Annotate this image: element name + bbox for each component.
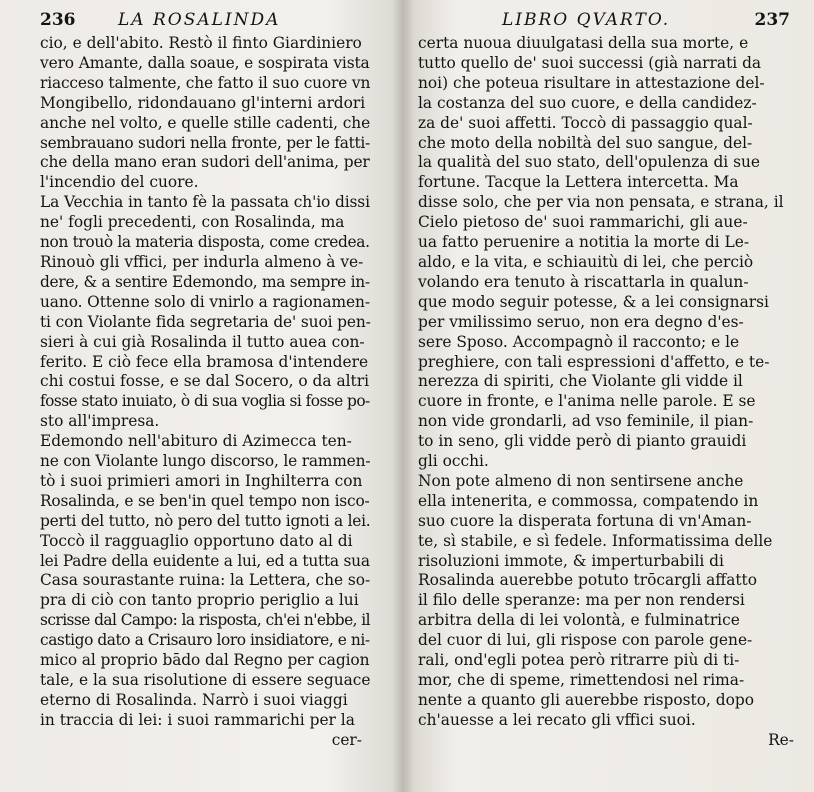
right-page-text bbox=[418, 34, 794, 751]
text-line: ch'auesse a lei recato gli vffici suoi. bbox=[418, 710, 696, 729]
text-line: disse solo, che per via non pensata, e strana, il bbox=[418, 193, 784, 212]
text-line: sembrauano sudori nella fronte, per le fatti- bbox=[40, 133, 370, 152]
text-line: ti con Violante fida segretaria de' suoi pen- bbox=[40, 312, 371, 331]
text-line: per vmilissimo seruo, non era degno d'es- bbox=[418, 312, 744, 331]
text-line: eterno di Rosalinda. Narrò i suoi viaggi bbox=[40, 690, 348, 709]
text-line: to in seno, gli vidde però di pianto grauidi bbox=[418, 432, 747, 451]
text-line: volando era tenuto à riscattarla in qualun- bbox=[418, 272, 749, 291]
text-line: Edemondo nell'abituro di Azimecca ten- bbox=[40, 432, 352, 451]
text-line: ne' fogli precedenti, con Rosalinda, ma bbox=[40, 213, 345, 232]
left-page bbox=[0, 0, 392, 792]
text-line: nerezza di spiriti, che Violante gli vidde il bbox=[418, 372, 743, 391]
text-line: za de' suoi affetti. Toccò di passaggio qual- bbox=[418, 113, 753, 132]
text-line: aldo, e la vita, e schiauitù di lei, che perciò bbox=[418, 252, 754, 271]
text-line: risoluzioni immote, & imperturbabili di bbox=[418, 551, 724, 570]
text-line: Non pote almeno di non sentirsene anche bbox=[418, 471, 744, 490]
text-line: del cuor di lui, gli rispose con parole gene- bbox=[418, 631, 753, 650]
text-line: fosse stato inuiato, ò di sua voglia si fosse po- bbox=[40, 392, 370, 411]
text-line: uano. Ottenne solo di vnirlo a ragionamen- bbox=[40, 292, 370, 311]
right-page bbox=[414, 0, 814, 792]
text-line: Toccò il ragguaglio opportuno dato al di bbox=[40, 531, 353, 550]
text-line: ua fatto peruenire a notitia la morte di Le- bbox=[418, 233, 750, 252]
text-line: vero Amante, dalla soaue, e sospirata vista bbox=[40, 53, 370, 72]
text-line: che moto della nobiltà del suo sangue, del- bbox=[418, 133, 753, 152]
text-line: noi) che poteua risultare in attestazione del- bbox=[418, 73, 765, 92]
text-line: sieri à cui già Rosalinda il tutto auea con- bbox=[40, 332, 365, 351]
text-line: certa nuoua diuulgatasi della sua morte, e bbox=[418, 34, 749, 52]
text-line: ella intenerita, e commossa, compatendo in bbox=[418, 491, 759, 510]
text-line: cio, e dell'abito. Restò il finto Giardiniero bbox=[40, 34, 362, 52]
text-line: Rinouò gli vffici, per indurla almeno à ve- bbox=[40, 252, 364, 271]
text-line: la costanza del suo cuore, e della candidez- bbox=[418, 93, 757, 112]
text-line: che della mano eran sudori dell'anima, per bbox=[40, 153, 370, 172]
text-line: que modo seguir potesse, & a lei consignarsi bbox=[418, 292, 769, 311]
text-line: fortune. Tacque la Lettera intercetta. Ma bbox=[418, 173, 739, 192]
text-line: perti del tutto, nò pero del tutto ignoti a lei. bbox=[40, 511, 371, 530]
text-line: il filo delle speranze: ma per non rendersi bbox=[418, 591, 745, 610]
text-line: tale, e la sua risolutione di essere seguace bbox=[40, 671, 371, 689]
text-line: preghiere, con tali espressioni d'affetto, e te- bbox=[418, 352, 770, 371]
text-line: ne con Violante lungo discorso, le rammen- bbox=[40, 452, 371, 471]
text-line: l'incendio del cuore. bbox=[40, 173, 199, 192]
text-line: sere Sposo. Accompagnò il racconto; e le bbox=[418, 332, 740, 351]
text-line: scrisse dal Campo: la risposta, ch'ei n'ebbe, il bbox=[40, 611, 371, 630]
text-line: mor, che di speme, rimettendosi nel rima- bbox=[418, 671, 745, 689]
text-line: La Vecchia in tanto fè la passata ch'io dissi bbox=[40, 193, 370, 212]
text-line: non trouò la materia disposta, come credea. bbox=[40, 233, 370, 252]
text-line: arbitra della di lei volontà, e fulminatrice bbox=[418, 611, 740, 630]
right-page-header bbox=[502, 10, 800, 34]
left-page-header bbox=[40, 10, 372, 34]
text-line: Casa sourastante ruina: la Lettera, che so- bbox=[40, 571, 371, 590]
right-running-title: LIBRO QVARTO. bbox=[502, 10, 671, 30]
text-line: riacceso talmente, che fatto il suo cuore vn bbox=[40, 73, 371, 92]
text-line: lei Padre della euidente a lui, ed a tutta sua bbox=[40, 551, 370, 570]
right-page-number: 237 bbox=[754, 10, 790, 30]
text-line: castigo dato a Crisauro loro insidiatore, e ni- bbox=[40, 631, 370, 650]
text-line: rali, ond'egli potea però ritrarre più di ti- bbox=[418, 651, 740, 670]
catchword: cer- bbox=[331, 730, 362, 749]
text-line: tò i suoi primieri amori in Inghilterra con bbox=[40, 471, 363, 490]
text-line: nente a quanto gli auerebbe risposto, dopo bbox=[418, 690, 755, 709]
text-line: la qualità del suo stato, dell'opulenza di sue bbox=[418, 153, 761, 172]
text-line: Rosalinda auerebbe potuto trōcargli affatto bbox=[418, 571, 757, 590]
text-line: gli occhi. bbox=[418, 452, 489, 471]
text-line: Rosalinda, e se ben'in quel tempo non isco- bbox=[40, 491, 370, 510]
text-line: in traccia di lei: i suoi rammarichi per la bbox=[40, 710, 355, 729]
book-gutter bbox=[392, 0, 414, 792]
text-line: cuore in fronte, e l'anima nelle parole. E se bbox=[418, 392, 756, 411]
text-line: chi costui fosse, e se dal Socero, o da altri bbox=[40, 372, 370, 391]
text-line: ferito. E ciò fece ella bramosa d'intendere bbox=[40, 352, 369, 371]
text-line: dere, & a sentire Edemondo, ma sempre in- bbox=[40, 272, 370, 291]
left-page-text bbox=[40, 34, 370, 751]
text-line: tutto quello de' suoi successi (già narrati da bbox=[418, 53, 762, 72]
text-line: non vide grondarli, ad vso feminile, il pian- bbox=[418, 412, 754, 431]
text-line: suo cuore la disperata fortuna di vn'Aman- bbox=[418, 511, 752, 530]
left-running-title: LA ROSALINDA bbox=[118, 10, 281, 30]
text-line: Cielo pietoso de' suoi rammarichi, gli aue- bbox=[418, 213, 748, 232]
text-line: te, sì stabile, e sì fedele. Informatissima delle bbox=[418, 531, 773, 550]
text-line: pra di ciò con tanto proprio periglio a lui bbox=[40, 591, 359, 610]
text-line: mico al proprio bādo dal Regno per cagion bbox=[40, 651, 370, 670]
catchword: Re- bbox=[768, 730, 794, 749]
text-line: anche nel volto, e quelle stille cadenti, che bbox=[40, 113, 371, 132]
text-line: sto all'impresa. bbox=[40, 412, 160, 431]
text-line: Mongibello, ridondauano gl'interni ardori bbox=[40, 93, 366, 112]
left-page-number: 236 bbox=[40, 10, 76, 30]
